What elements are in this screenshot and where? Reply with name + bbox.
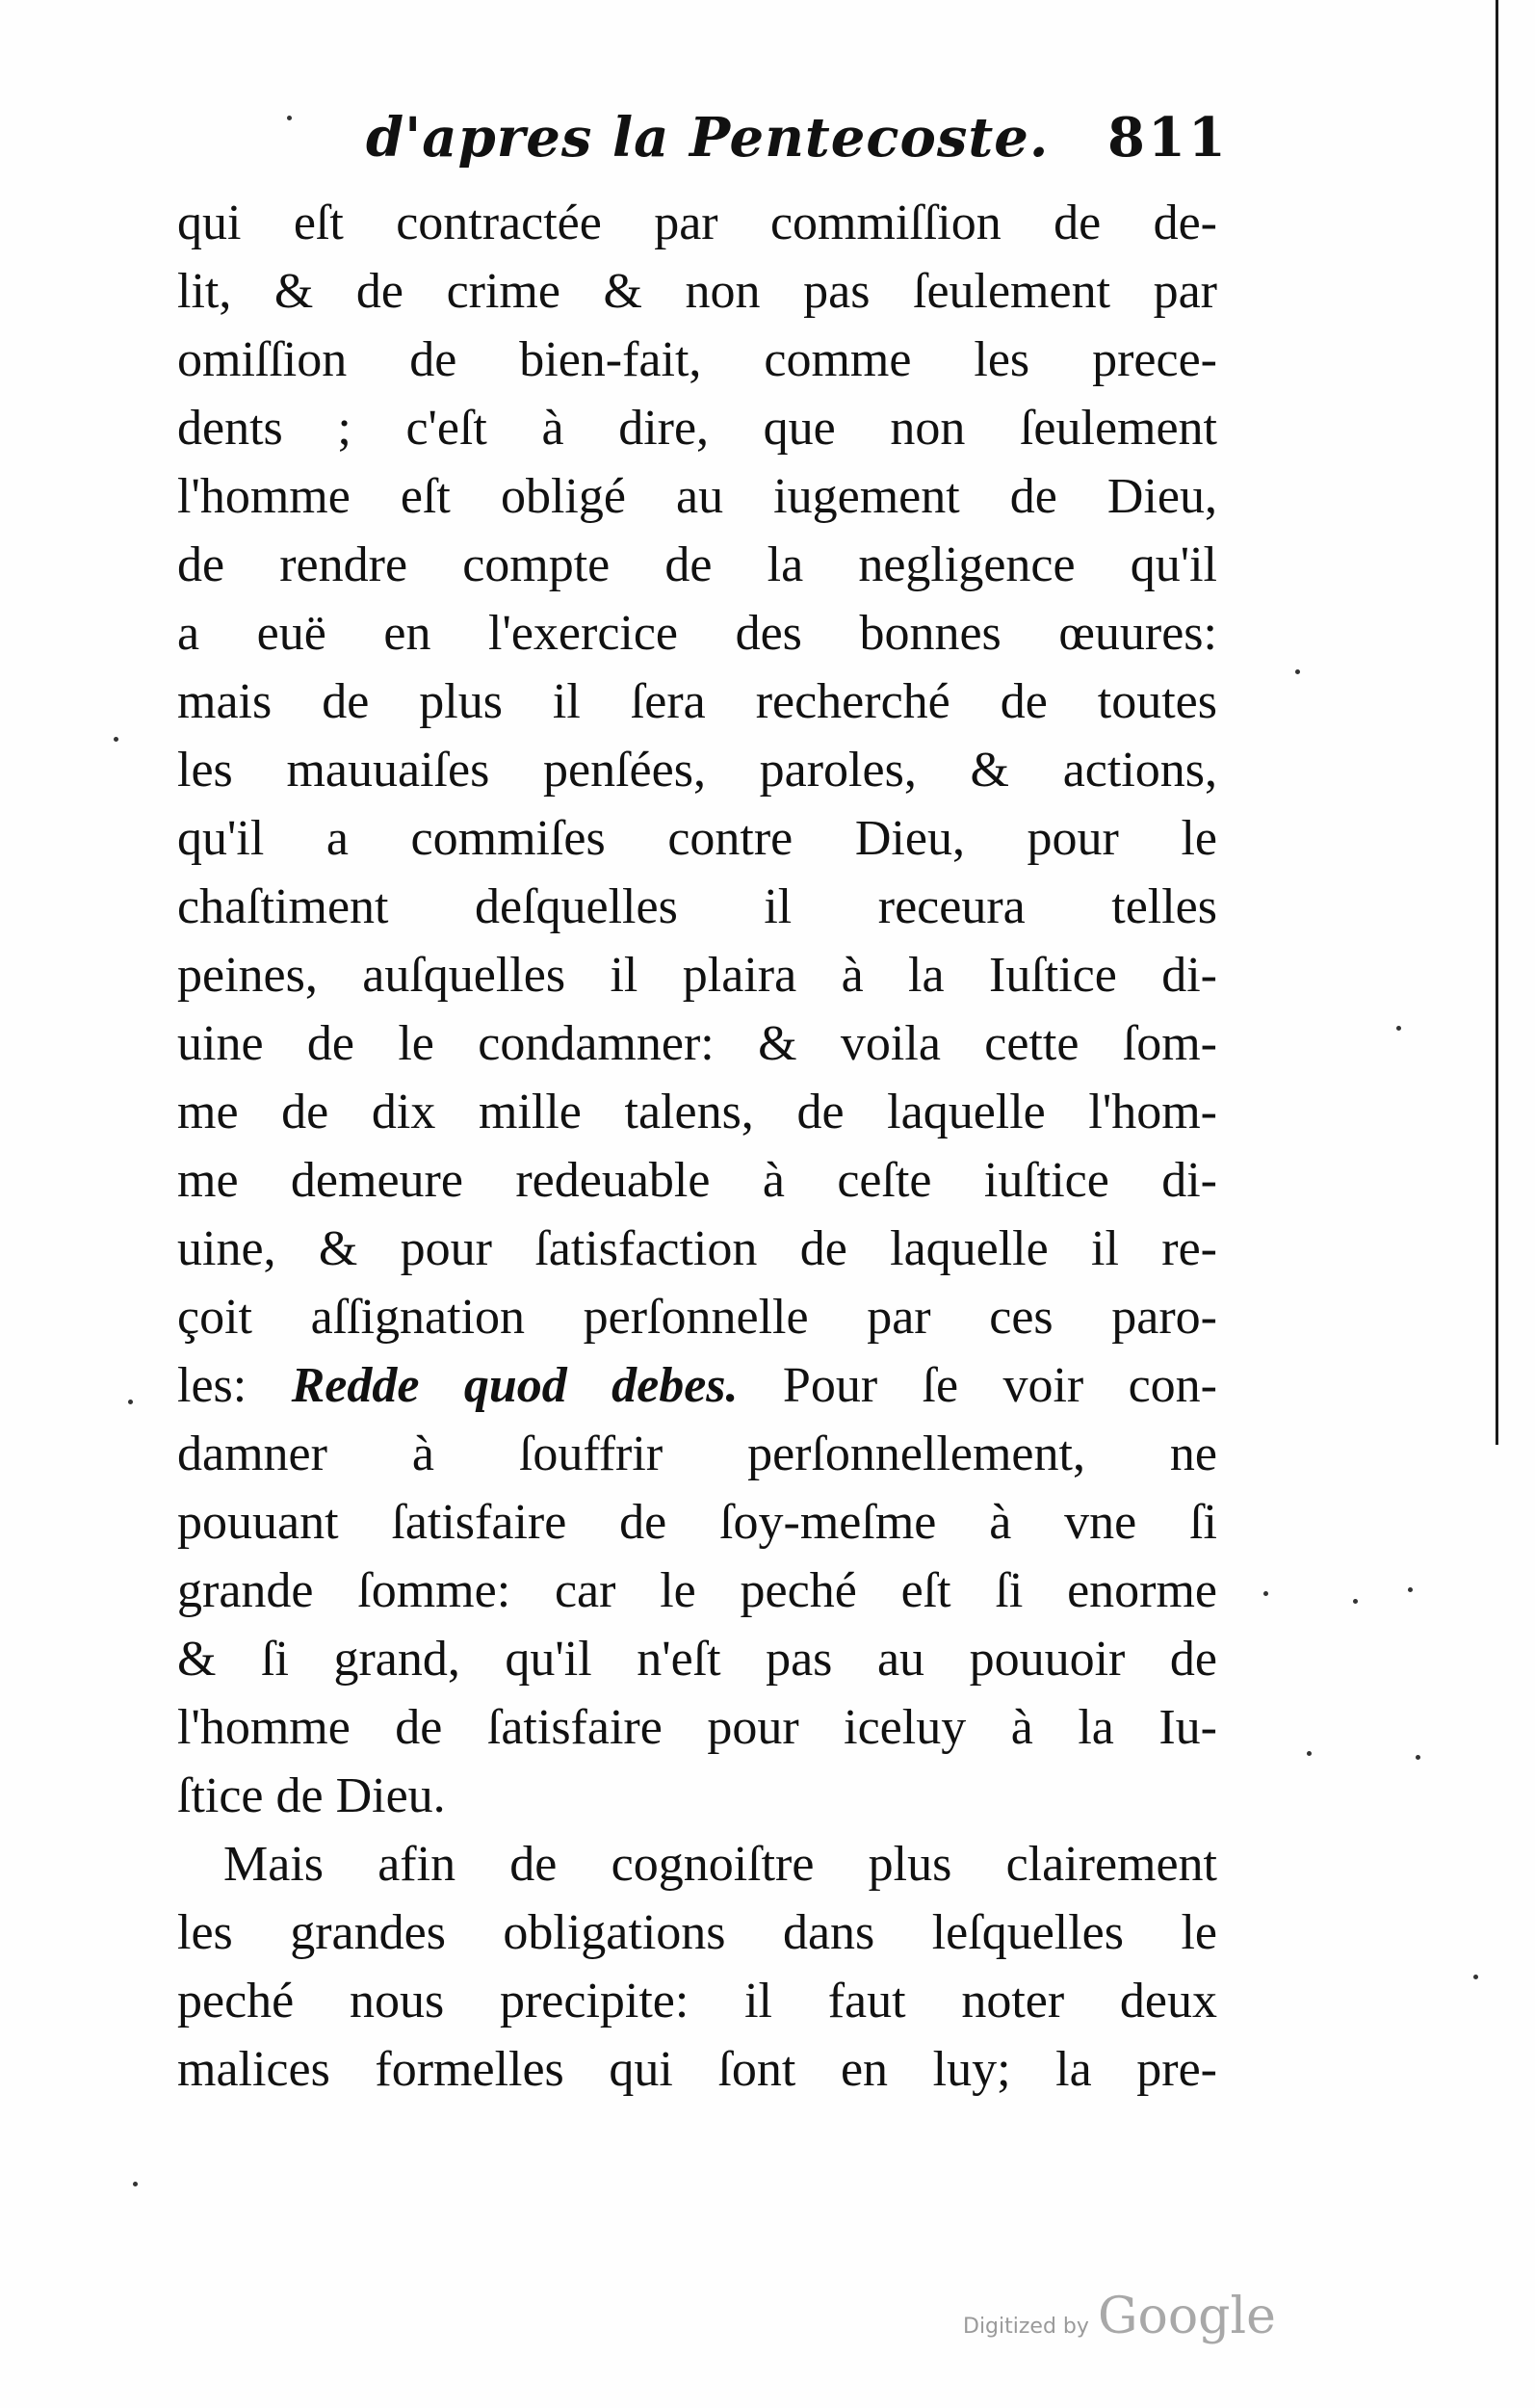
page-header: [183, 106, 1242, 173]
text-line: uine, & pour ſatisfaction de laquelle il re-: [177, 1221, 1217, 1276]
scan-speck: [1396, 1026, 1401, 1031]
text-line: peché nous precipite: il faut noter deux: [177, 1974, 1217, 2028]
text-line: les grandes obligations dans leſquelles le: [177, 1905, 1217, 1960]
text-line: damner à ſouffrir perſonnellement, ne: [177, 1426, 1217, 1481]
text-line-latin-quote: [177, 1351, 1217, 1420]
scan-speck: [1353, 1599, 1358, 1604]
line-end: Pour ſe voir con-: [738, 1358, 1217, 1413]
text-line: pouuant ſatisfaire de ſoy-meſme à vne ſi: [177, 1495, 1217, 1550]
running-head: d'apres la Pentecoste.: [366, 106, 1050, 170]
text-line: de rendre compte de la negligence qu'il: [177, 537, 1217, 592]
scan-speck: [114, 737, 118, 742]
text-line: mais de plus il ſera recherché de toutes: [177, 674, 1217, 729]
scan-speck: [1307, 1751, 1312, 1756]
text-line: a euë en l'exercice des bonnes œuures:: [177, 606, 1217, 661]
text-line: çoit aſſignation perſonnelle par ces paro-: [177, 1290, 1217, 1345]
scan-speck: [1408, 1587, 1413, 1592]
watermark-prefix: Digitized by: [963, 2315, 1089, 2339]
text-line: qui eſt contractée par commiſſion de de-: [177, 196, 1217, 250]
text-line: dents ; c'eſt à dire, que non ſeulement: [177, 401, 1217, 456]
scan-speck: [1473, 1975, 1478, 1979]
text-line: les mauuaiſes penſées, paroles, & actions,: [177, 743, 1217, 798]
line-start: les:: [177, 1358, 292, 1413]
latin-quote: Redde quod debes.: [291, 1358, 739, 1413]
google-logo: Google: [1098, 2288, 1276, 2345]
scan-speck: [133, 2182, 138, 2186]
scan-speck: [287, 116, 292, 120]
text-line: qu'il a commiſes contre Dieu, pour le: [177, 811, 1217, 866]
text-line: & ſi grand, qu'il n'eſt pas au pouuoir de: [177, 1632, 1217, 1687]
text-line: l'homme de ſatisfaire pour iceluy à la Iu-: [177, 1700, 1217, 1755]
text-line: peines, auſquelles il plaira à la Iuſtice di-: [177, 948, 1217, 1003]
page-number: 811: [1107, 106, 1229, 170]
text-line: Mais afin de cognoiſtre plus clairement: [223, 1837, 1217, 1892]
body-text: [177, 189, 1217, 2104]
text-line: l'homme eſt obligé au iugement de Dieu,: [177, 469, 1217, 524]
scan-speck: [128, 1400, 133, 1404]
text-line: malices formelles qui ſont en luy; la pre-: [177, 2042, 1217, 2097]
text-line: me demeure redeuable à ceſte iuſtice di-: [177, 1153, 1217, 1208]
text-line: omiſſion de bien-fait, comme les prece-: [177, 332, 1217, 387]
digitized-watermark: [963, 2288, 1276, 2345]
text-line: lit, & de crime & non pas ſeulement par: [177, 264, 1217, 319]
scan-speck: [1295, 669, 1300, 674]
scan-speck: [1416, 1755, 1420, 1760]
page-edge-rule: [1496, 0, 1498, 1445]
paragraph-end-line: ſtice de Dieu.: [177, 1768, 446, 1823]
text-line: chaſtiment deſquelles il receura telles: [177, 879, 1217, 934]
scan-speck: [1263, 1591, 1268, 1596]
text-line: grande ſomme: car le peché eſt ſi enorme: [177, 1563, 1217, 1618]
text-line: uine de le condamner: & voila cette ſom-: [177, 1016, 1217, 1071]
text-line: me de dix mille talens, de laquelle l'hom-: [177, 1085, 1217, 1139]
